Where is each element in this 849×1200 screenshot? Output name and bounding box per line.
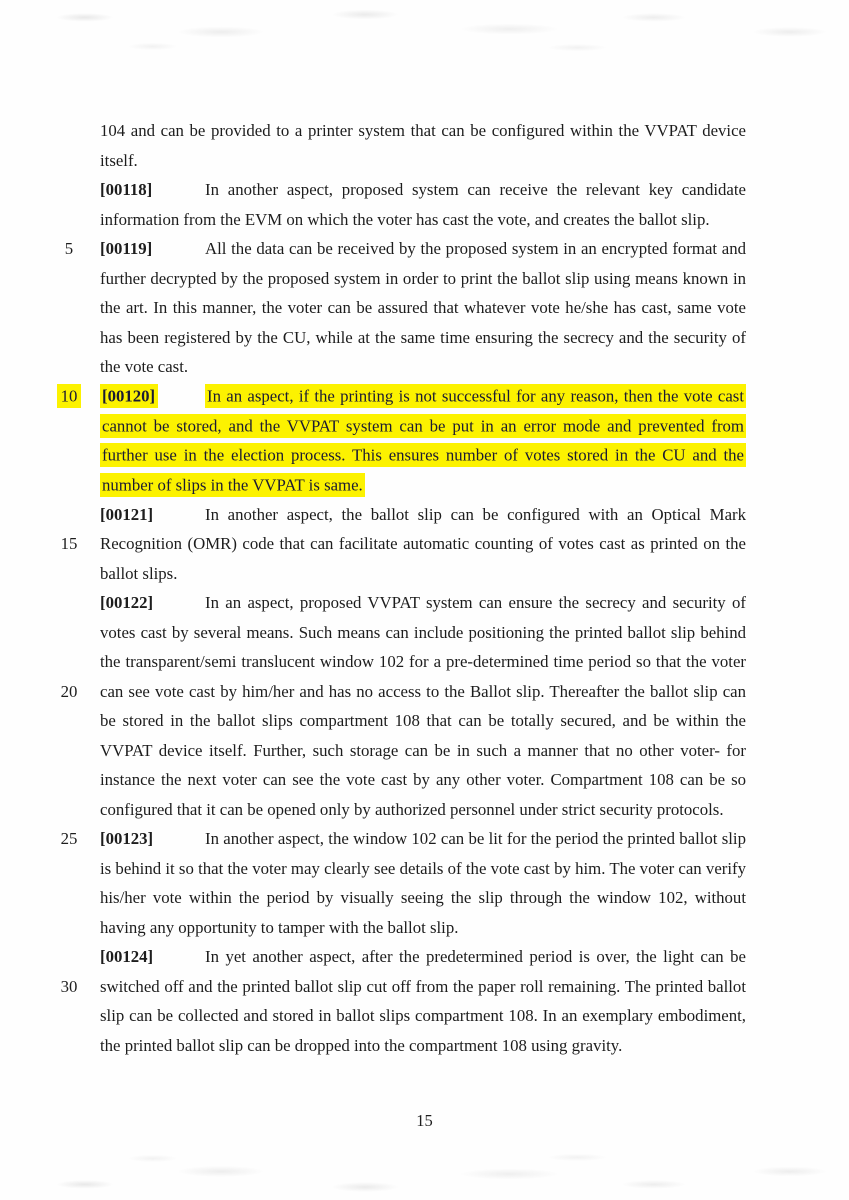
body-text xyxy=(100,116,746,1060)
paragraph-tag: [00119] xyxy=(100,239,153,258)
paragraph-text: In an aspect, proposed VVPAT system can ensure the secrecy and security of votes cast by several means. Such means can include positioning the printed ballot slip behind the transparent/semi translucent window 102 for a pre-determined time period so that the voter can see vote cast by him/her and has no access to the Ballot slip. Thereafter the ballot slip can be stored in the ballot slips compartment 108 that can be totally secured, and be within the VVPAT device itself. Further, such storage can be in such a manner that no other voter- for instance the next voter can see the vote cast by any other voter. Compartment 108 can be so configured that it can be opened only by authorized personnel under strict security protocols. xyxy=(100,593,746,819)
paragraph-text: 104 and can be provided to a printer system that can be configured within the VVPAT device itself. xyxy=(100,121,746,170)
paragraph-tag: [00118] xyxy=(100,180,153,199)
paragraph-tag xyxy=(100,382,205,412)
paragraph-text: All the data can be received by the proposed system in an encrypted format and further decrypted by the proposed system in order to print the ballot slip using means known in the art. In this manner, the voter can be assured that whatever vote he/she has cast, same vote has been registered by the CU, while at the same time ensuring the secrecy and the security of the vote cast. xyxy=(100,239,746,376)
scan-noise-top xyxy=(0,0,849,58)
line-number-25: 25 xyxy=(60,829,78,848)
paragraph-00122 xyxy=(100,588,746,824)
line-number-10: 10 xyxy=(56,382,82,412)
paragraph-tag: [00123] xyxy=(100,829,154,848)
line-number-5: 5 xyxy=(64,239,74,258)
line-number-30: 30 xyxy=(60,976,78,996)
paragraph-00121 xyxy=(100,500,746,589)
paragraph-00120-highlighted xyxy=(100,382,746,500)
paragraph-00119 xyxy=(100,234,746,382)
paragraph-text: In another aspect, the ballot slip can be configured with an Optical Mark Recognition (OMR) code that can facilitate automatic counting of votes cast as printed on the ballot slips. xyxy=(100,504,746,583)
paragraph-text: In another aspect, proposed system can receive the relevant key candidate information from the EVM on which the voter has cast the vote, and creates the ballot slip. xyxy=(100,180,746,229)
line-number-15: 15 xyxy=(60,534,78,553)
line-number-20: 20 xyxy=(60,681,78,701)
paragraph-text: In another aspect, the window 102 can be lit for the period the printed ballot slip is behind it so that the voter may clearly see details of the vote cast by him. The voter can verify his/her vote within the period by visually seeing the slip through the window 102, without having any opportunity to tamper with the ballot slip. xyxy=(100,829,746,937)
highlight-mark: [00120] xyxy=(100,384,158,408)
highlight-mark: In an aspect, if the printing is not successful for any reason, then the vote cast cannot be stored, and the VVPAT system can be put in an error mode and prevented from further use in the election process. This ensures number of votes stored in the CU and the number of slips in the VVPAT is same. xyxy=(100,384,746,497)
paragraph-00118 xyxy=(100,175,746,234)
paragraph-tag: [00122] xyxy=(100,593,154,612)
paragraph-continuation xyxy=(100,116,746,175)
paragraph-tag: [00121] xyxy=(100,504,154,524)
paragraph-text: In yet another aspect, after the predetermined period is over, the light can be switched off and the printed ballot slip cut off from the paper roll remaining. The printed ballot slip can be collected and stored in ballot slips compartment 108. In an exemplary embodiment, the printed ballot slip can be dropped into the compartment 108 using gravity. xyxy=(100,947,746,1055)
paragraph-tag: [00124] xyxy=(100,947,154,966)
paragraph-00123 xyxy=(100,824,746,942)
scan-noise-bottom xyxy=(0,1148,849,1200)
paragraph-00124 xyxy=(100,942,746,1060)
page-number: 15 xyxy=(416,1111,433,1130)
